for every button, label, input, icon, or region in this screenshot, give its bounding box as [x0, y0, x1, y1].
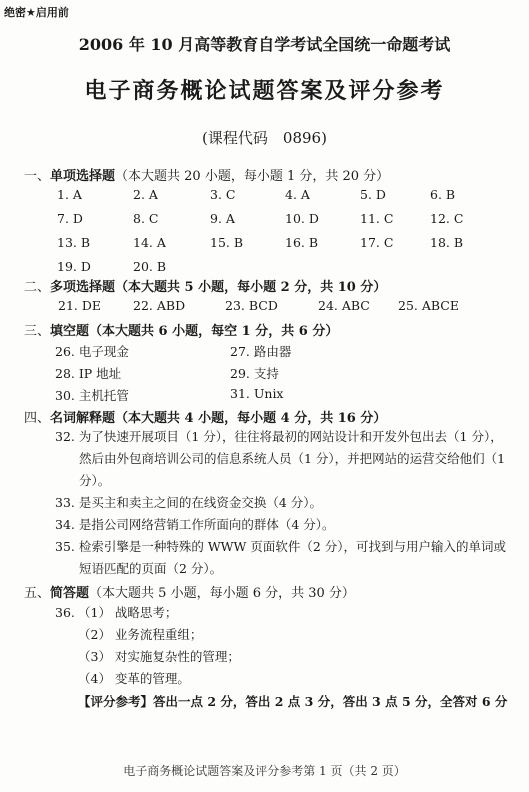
section-4-heading [24, 407, 386, 426]
answer-line: 35. 检索引擎是一种特殊的 WWW 页面软件（2 分），可找到与用户输入的单词或 [55, 539, 507, 554]
confidential-mark: 绝密★启用前 [4, 6, 69, 19]
answer-item: 27. 路由器 [230, 344, 292, 359]
answer-line: 分）。 [79, 473, 111, 488]
answer-item: 7. D [57, 211, 83, 226]
answer-item: 9. A [210, 211, 235, 226]
answer-item: 12. C [430, 211, 464, 226]
answer-36-item: （1） 战略思考； [78, 605, 178, 620]
answer-item: 4. A [285, 187, 310, 202]
section-note: （本大题共 5 小题，每小题 6 分，共 30 分） [89, 586, 355, 601]
answer-item: 15. B [210, 235, 244, 250]
answer-item: 19. D [57, 259, 91, 274]
answer-item: 21. DE [58, 298, 101, 313]
answer-36-number: 36. [55, 605, 75, 620]
answer-35 [55, 536, 506, 580]
answer-item: 18. B [430, 235, 464, 250]
answer-line: 短语匹配的页面（2 分）。 [79, 561, 223, 576]
section-label: 四、 [24, 411, 51, 426]
answer-item: 26. 电子现金 [55, 344, 129, 359]
answer-line: 然后由外包商培训公司的信息系统人员（1 分），并把网站的运营交给他们（1 [79, 451, 506, 466]
answer-34: 34. 是指公司网络营销工作所面向的群体（4 分）。 [55, 517, 335, 532]
scoring-note: 【评分参考】答出一点 2 分，答出 2 点 3 分，答出 3 点 5 分，全答对 6 分 [78, 694, 508, 709]
answer-item: 8. C [133, 211, 159, 226]
answer-item: 31. Unix [230, 386, 284, 401]
answer-item: 2. A [133, 187, 158, 202]
section-note: （本大题共 5 小题，每小题 2 分，共 10 分） [115, 280, 387, 295]
answer-36-item: （2） 业务流程重组； [78, 627, 203, 642]
course-code: (课程代码 0896) [202, 129, 327, 147]
answer-36-item: （3） 对实施复杂性的管理； [78, 649, 240, 664]
answer-item: 23. BCD [225, 298, 278, 313]
answer-item: 13. B [57, 235, 91, 250]
answer-item: 14. A [133, 235, 166, 250]
answer-item: 16. B [285, 235, 319, 250]
section-title: 简答题 [50, 586, 90, 601]
answer-line: 32. 为了快速开展项目（1 分），往往将最初的网站设计和开发外包出去（1 分）， [55, 429, 503, 444]
section-5-heading [24, 582, 355, 601]
section-2-heading [24, 276, 386, 295]
page-title: 电子商务概论试题答案及评分参考 [84, 78, 445, 104]
answer-item: 28. IP 地址 [55, 366, 122, 381]
exam-heading: 2006 年 10 月高等教育自学考试全国统一命题考试 [78, 35, 451, 54]
section-label: 五、 [24, 586, 51, 601]
section-note: （本大题共 4 小题，每小题 4 分，共 16 分） [115, 411, 387, 426]
section-label: 二、 [24, 280, 51, 295]
section-label: 三、 [24, 324, 51, 339]
section-note: （本大题共 6 小题，每空 1 分，共 6 分） [89, 324, 339, 339]
section-title: 多项选择题 [50, 280, 116, 295]
answer-36-item: （4） 变革的管理。 [78, 671, 190, 686]
section-title: 名词解释题 [50, 411, 116, 426]
answer-item: 5. D [360, 187, 386, 202]
answer-item: 30. 主机托管 [55, 388, 129, 403]
answer-item: 29. 支持 [230, 366, 279, 381]
section-title: 单项选择题 [50, 169, 116, 184]
section-note: （本大题共 20 小题，每小题 1 分，共 20 分） [115, 169, 390, 184]
section-title: 填空题 [50, 324, 90, 339]
answer-item: 25. ABCE [398, 298, 459, 313]
page-footer: 电子商务概论试题答案及评分参考第 1 页（共 2 页） [123, 764, 406, 778]
answer-item: 11. C [360, 211, 394, 226]
answer-item: 3. C [210, 187, 236, 202]
answer-item: 10. D [285, 211, 319, 226]
answer-33: 33. 是买主和卖主之间的在线资金交换（4 分）。 [55, 495, 323, 510]
section-3-heading [24, 320, 338, 339]
answer-item: 17. C [360, 235, 394, 250]
answer-item: 6. B [430, 187, 456, 202]
answer-item: 20. B [133, 259, 167, 274]
section-label: 一、 [24, 169, 51, 184]
answer-32 [55, 426, 505, 492]
answer-item: 22. ABD [133, 298, 186, 313]
answer-item: 1. A [57, 187, 82, 202]
answer-item: 24. ABC [318, 298, 370, 313]
section-1-heading [24, 165, 389, 184]
